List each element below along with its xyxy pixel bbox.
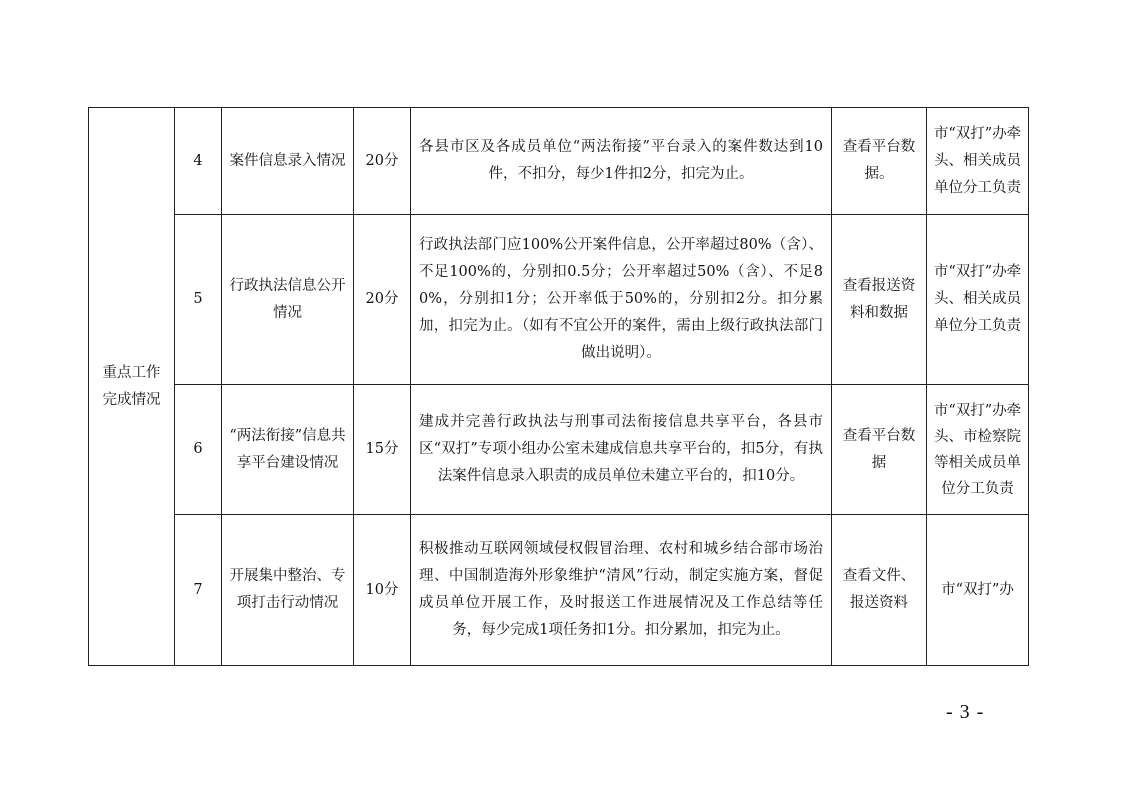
item-score: 20分 <box>354 215 411 385</box>
item-method: 查看平台数据。 <box>832 108 927 215</box>
item-criteria: 各县市区及各成员单位“两法衔接”平台录入的案件数达到10件，不扣分，每少1件扣2分，扣完为止。 <box>411 108 832 215</box>
table-row <box>89 108 1029 215</box>
item-number: 7 <box>175 515 222 666</box>
item-number: 5 <box>175 215 222 385</box>
item-criteria: 建成并完善行政执法与刑事司法衔接信息共享平台，各县市区“双打”专项小组办公室未建成信息共享平台的，扣5分，有执法案件信息录入职责的成员单位未建立平台的，扣10分。 <box>411 385 832 515</box>
item-criteria: 积极推动互联网领域侵权假冒治理、农村和城乡结合部市场治理、中国制造海外形象维护“清风”行动，制定实施方案，督促成员单位开展工作，及时报送工作进展情况及工作总结等任务，每少完成1项任务扣1分。扣分累加，扣完为止。 <box>411 515 832 666</box>
assessment-table <box>88 107 1029 666</box>
item-number: 6 <box>175 385 222 515</box>
item-name: 案件信息录入情况 <box>222 108 354 215</box>
page-number: - 3 - <box>946 701 985 723</box>
item-name: 开展集中整治、专项打击行动情况 <box>222 515 354 666</box>
item-method: 查看文件、报送资料 <box>832 515 927 666</box>
item-responsible: 市“双打”办牵头、市检察院等相关成员单位分工负责 <box>927 385 1029 515</box>
item-name: 行政执法信息公开情况 <box>222 215 354 385</box>
item-responsible: 市“双打”办牵头、相关成员单位分工负责 <box>927 215 1029 385</box>
table-row <box>89 215 1029 385</box>
table-row <box>89 385 1029 515</box>
item-responsible: 市“双打”办牵头、相关成员单位分工负责 <box>927 108 1029 215</box>
item-score: 20分 <box>354 108 411 215</box>
item-criteria: 行政执法部门应100%公开案件信息，公开率超过80%（含）、不足100%的，分别扣0.5分；公开率超过50%（含）、不足80%，分别扣1分；公开率低于50%的，分别扣2分。扣分累加，扣完为止。（如有不宜公开的案件，需由上级行政执法部门做出说明）。 <box>411 215 832 385</box>
item-name: “两法衔接”信息共享平台建设情况 <box>222 385 354 515</box>
item-method: 查看平台数据 <box>832 385 927 515</box>
table-row <box>89 515 1029 666</box>
item-score: 15分 <box>354 385 411 515</box>
item-score: 10分 <box>354 515 411 666</box>
item-responsible: 市“双打”办 <box>927 515 1029 666</box>
category-cell: 重点工作完成情况 <box>89 108 175 666</box>
item-method: 查看报送资料和数据 <box>832 215 927 385</box>
item-number: 4 <box>175 108 222 215</box>
